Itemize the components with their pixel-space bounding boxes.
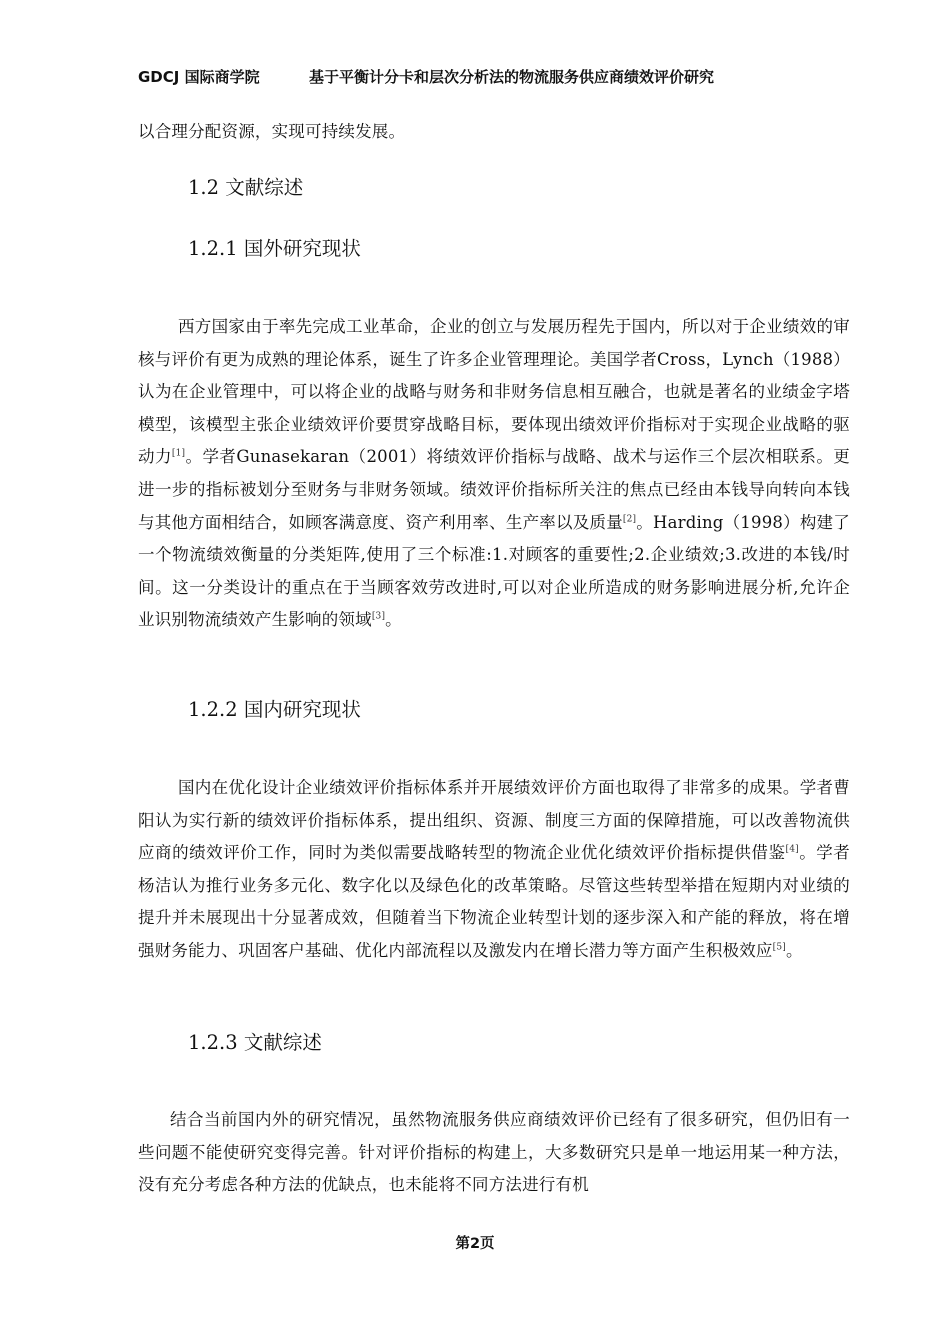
paragraph-text: 。 (785, 940, 803, 960)
paragraph-text: 。学者Gunasekaran（2001）将绩效评价指标与战略、战术与运作三个层次相联系。更进一步的指标被划分至财务与非财务领域。绩效评价指标所关注的焦点已经由本钱导向转向本钱与其他方面相结合，如顾客满意度、资产利用率、生产率以及质量 (138, 447, 850, 532)
section-heading-1-2-3: 1.2.3 文献综述 (188, 1031, 322, 1054)
continuation-text: 以合理分配资源，实现可持续发展。 (138, 122, 406, 141)
section-heading-1-2-1: 1.2.1 国外研究现状 (188, 237, 361, 260)
paragraph-domestic-research (138, 772, 850, 968)
header-title: 基于平衡计分卡和层次分析法的物流服务供应商绩效评价研究 (309, 68, 715, 86)
citation-ref: [2] (622, 514, 637, 525)
page-number: 第2页 (455, 1236, 495, 1252)
header-school: GDCJ 国际商学院 (138, 68, 260, 86)
citation-ref: [1] (171, 448, 186, 459)
paragraph-text: 。学者杨洁认为推行业务多元化、数字化以及绿色化的改革策略。尽管这些转型举措在短期内对业绩的提升并未展现出十分显著成效，但随着当下物流企业转型计划的逐步深入和产能的释放，将在增强财务能力、巩固客户基础、优化内部流程以及激发内在增长潜力等方面产生积极效应 (138, 843, 850, 960)
citation-ref: [3] (371, 611, 386, 622)
section-heading-1-2: 1.2 文献综述 (188, 176, 304, 199)
paragraph-text: 。Harding（1998）构建了一个物流绩效衡量的分类矩阵,使用了三个标准:1.对顾客的重要性;2.企业绩效;3.改进的本钱/时间。这一分类设计的重点在于当顾客效劳改进时,可以对企业所造成的财务影响进展分析,允许企业识别物流绩效产生影响的领域 (138, 512, 850, 630)
section-heading-1-2-2: 1.2.2 国内研究现状 (188, 698, 361, 721)
citation-ref: [4] (785, 844, 799, 855)
paragraph-text: 西方国家由于率先完成工业革命，企业的创立与发展历程先于国内，所以对于企业绩效的审核与评价有更为成熟的理论体系，诞生了许多企业管理理论。美国学者Cross，Lynch（1988）认为在企业管理中，可以将企业的战略与财务和非财务信息相互融合，也就是著名的业绩金字塔模型，该模型主张企业绩效评价要贯穿战略目标，要体现出绩效评价指标对于实现企业战略的驱动力 (138, 317, 850, 467)
citation-ref: [5] (772, 942, 786, 953)
page-header (138, 66, 850, 96)
paragraph-text: 。 (385, 610, 402, 630)
paragraph-literature-review: 结合当前国内外的研究情况，虽然物流服务供应商绩效评价已经有了很多研究，但仍旧有一些问题不能使研究变得完善。针对评价指标的构建上，大多数研究只是单一地运用某一种方法，没有充分考虑各种方法的优缺点，也未能将不同方法进行有机 (138, 1110, 850, 1195)
paragraph-foreign-research (138, 311, 850, 637)
paragraph-text: 国内在优化设计企业绩效评价指标体系并开展绩效评价方面也取得了非常多的成果。学者曹阳认为实行新的绩效评价指标体系，提出组织、资源、制度三方面的保障措施，可以改善物流供应商的绩效评价工作，同时为类似需要战略转型的物流企业优化绩效评价指标提供借鉴 (138, 778, 850, 863)
